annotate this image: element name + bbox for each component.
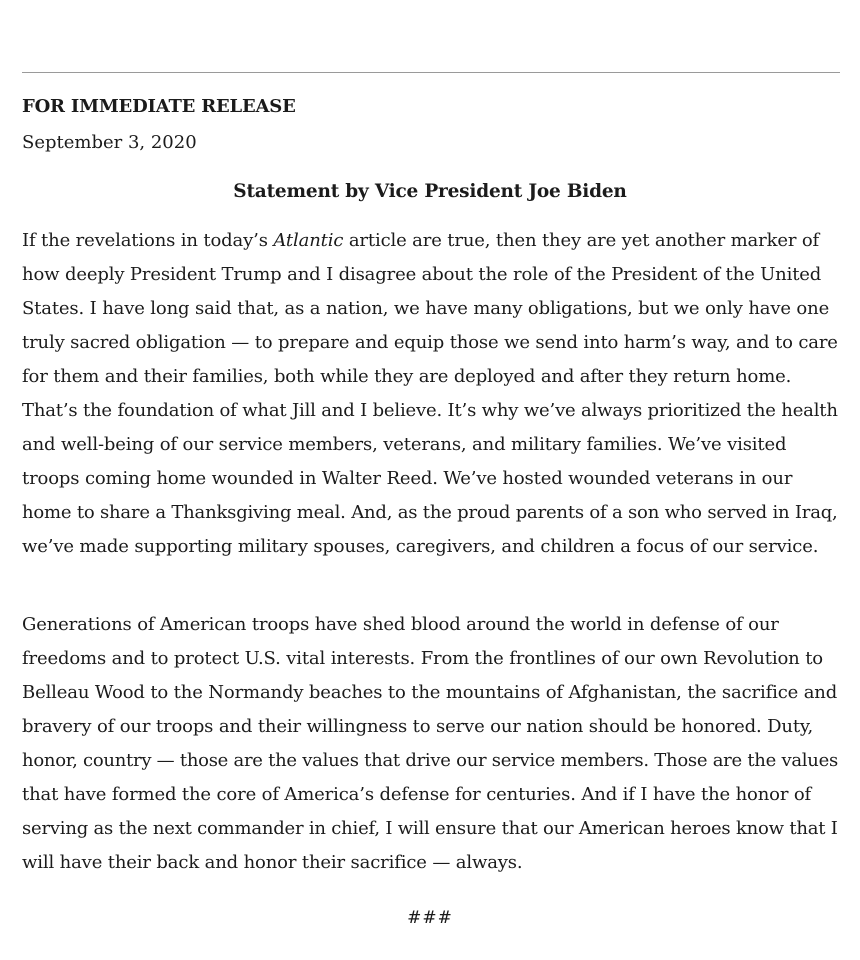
- top-divider: [22, 72, 840, 73]
- paragraph-line: States. I have long said that, as a nation, we have many obligations, but we only have one: [22, 298, 830, 319]
- paragraph-line: Belleau Wood to the Normandy beaches to the mountains of Afghanistan, the sacrifice and: [22, 682, 838, 703]
- paragraph-line: troops coming home wounded in Walter Reed. We’ve hosted wounded veterans in our: [22, 468, 793, 489]
- publication-name: Atlantic: [273, 230, 344, 251]
- paragraph-line: home to share a Thanksgiving meal. And, as the proud parents of a son who served in Iraq,: [22, 502, 838, 523]
- paragraph-line: we’ve made supporting military spouses, caregivers, and children a focus of our service.: [22, 536, 819, 557]
- paragraph-line: serving as the next commander in chief, I will ensure that our American heroes know that I: [22, 818, 838, 839]
- line-text: If the revelations in today’s: [22, 230, 274, 251]
- paragraph-line: how deeply President Trump and I disagree about the role of the President of the United: [22, 264, 822, 285]
- line-text: article are true, then they are yet another marker of: [343, 230, 820, 251]
- paragraph-line: will have their back and honor their sacrifice — always.: [22, 852, 523, 873]
- paragraph-line: for them and their families, both while they are deployed and after they return home.: [22, 366, 792, 387]
- paragraph-line: bravery of our troops and their willingness to serve our nation should be honored. Duty,: [22, 716, 814, 737]
- paragraph-line: That’s the foundation of what Jill and I believe. It’s why we’ve always prioritized the health: [22, 400, 838, 421]
- statement-paragraph-2: [22, 608, 840, 880]
- statement-title: Statement by Vice President Joe Biden: [233, 181, 627, 202]
- paragraph-line: Generations of American troops have shed blood around the world in defense of our: [22, 614, 779, 635]
- paragraph-line: that have formed the core of America’s defense for centuries. And if I have the honor of: [22, 784, 812, 805]
- statement-paragraph-1: [22, 224, 840, 564]
- paragraph-line: truly sacred obligation — to prepare and equip those we send into harm’s way, and to care: [22, 332, 838, 353]
- paragraph-line: and well-being of our service members, veterans, and military families. We’ve visited: [22, 434, 787, 455]
- release-date: September 3, 2020: [22, 132, 197, 153]
- release-label: FOR IMMEDIATE RELEASE: [22, 96, 296, 117]
- paragraph-line: [22, 224, 840, 258]
- paragraph-line: honor, country — those are the values that drive our service members. Those are the values: [22, 750, 838, 771]
- end-mark: ###: [407, 908, 453, 928]
- paragraph-line: freedoms and to protect U.S. vital interests. From the frontlines of our own Revolution to: [22, 648, 823, 669]
